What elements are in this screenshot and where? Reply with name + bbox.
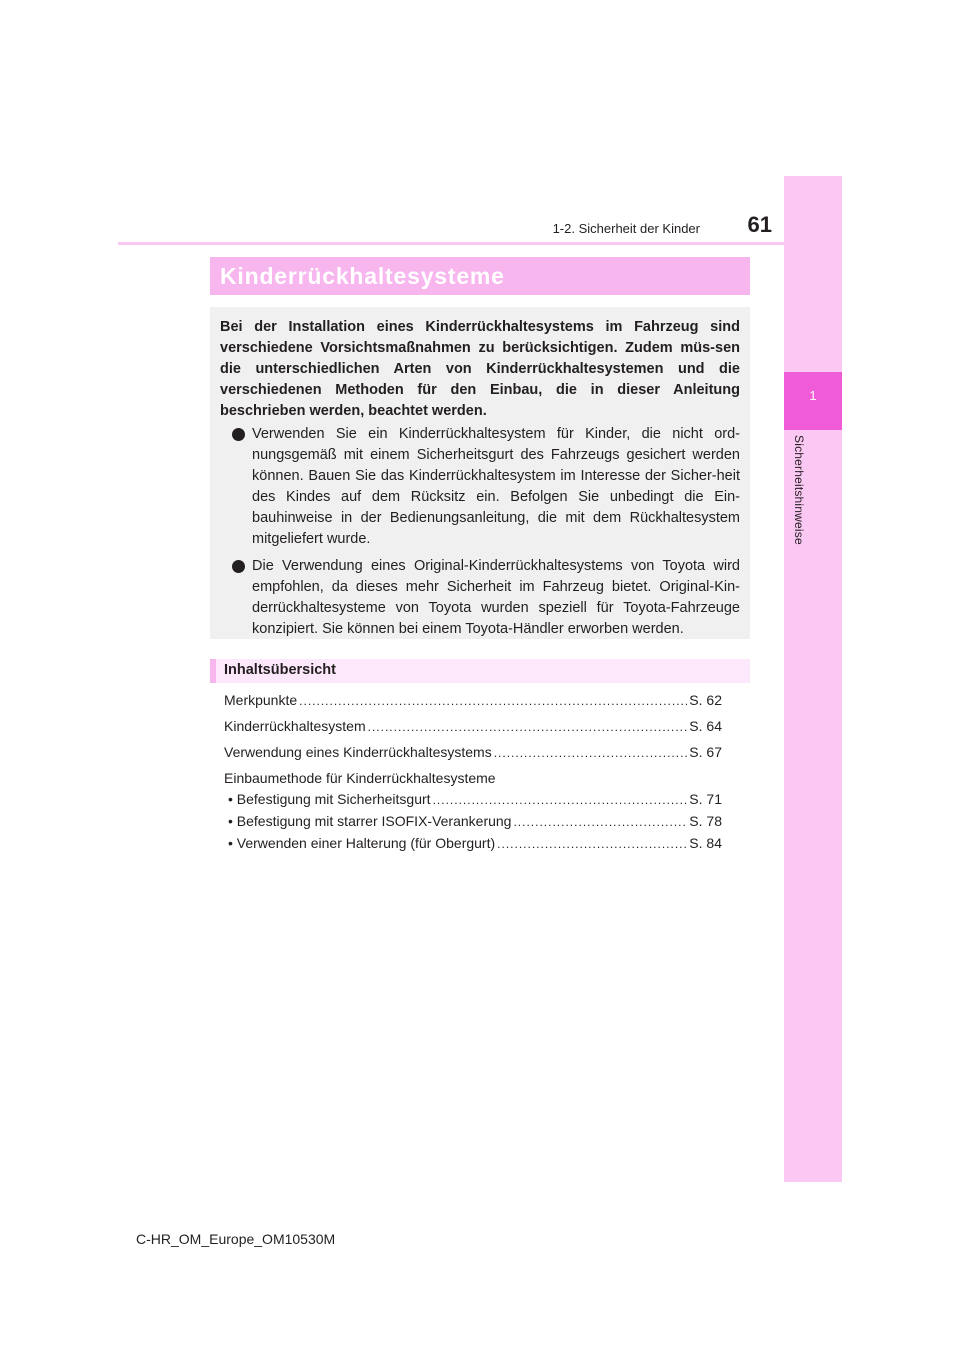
toc-entry-page: S. 62 — [689, 692, 722, 708]
page-number: 61 — [747, 212, 772, 237]
chapter-thumb-tab — [784, 176, 842, 1182]
toc-sub-entry[interactable] — [224, 789, 722, 811]
bullet-dot-icon — [232, 428, 245, 441]
toc-sub-entry[interactable] — [224, 811, 722, 833]
bullet-dot-icon — [232, 560, 245, 573]
table-of-contents — [224, 690, 722, 855]
toc-entry[interactable] — [224, 690, 722, 712]
header-rule — [118, 242, 842, 245]
toc-entry-label: • Befestigung mit starrer ISOFIX-Verankerung — [228, 813, 512, 829]
toc-entry-label: Verwendung eines Kinderrückhaltesystems — [224, 744, 492, 760]
toc-entry-page: S. 71 — [689, 791, 722, 807]
list-item — [220, 556, 740, 640]
toc-entry-label: • Verwenden einer Halterung (für Obergurt) — [228, 835, 496, 851]
intro-box — [210, 307, 750, 639]
chapter-label: Sicherheitshinweise — [792, 435, 806, 545]
toc-entry-page: S. 84 — [689, 835, 722, 851]
toc-leader-dots — [513, 812, 687, 833]
intro-lead-text: Bei der Installation eines Kinderrückhaltesystems im Fahrzeug sind verschiedene Vorsichtsmaßnahmen zu berücksichtigen. Zudem müs-sen die unterschiedlichen Arten von Kinderrückhaltesystemen und die verschiedenen Methoden für den Einbau, die in dieser Anleitung beschrieben werden, beachtet werden. — [220, 319, 740, 419]
toc-entry-page: S. 78 — [689, 813, 722, 829]
section-reference: 1-2. Sicherheit der Kinder — [552, 221, 700, 236]
page-title-banner — [210, 257, 750, 295]
bullet-text: Verwenden Sie ein Kinderrückhaltesystem für Kinder, die nicht ord-nungsgemäß mit einem Sicherheitsgurt des Fahrzeugs gesichert werden können. Bauen Sie das Kinderrückhaltesystem im Interesse der Sicher-heit des Kindes auf dem Rücksitz ein. Befolgen Sie unbedingt die Ein-bauhinweise in der Bedienungsanleitung, die mit dem Rückhaltesystem mitgeliefert wurde. — [252, 426, 740, 547]
toc-entry[interactable] — [224, 742, 722, 764]
toc-group-title: Einbaumethode für Kinderrückhaltesysteme — [224, 770, 496, 786]
toc-leader-dots — [497, 834, 687, 855]
toc-entry[interactable] — [224, 716, 722, 738]
bullet-text: Die Verwendung eines Original-Kinderrückhaltesystems von Toyota wird empfohlen, da dieses mehr Sicherheit im Fahrzeug bietet. Original-Kin-derrückhaltesysteme von Toyota wurden speziell für Toyota-Fahrzeuge konzipiert. Sie können bei einem Toyota-Händler erworben werden. — [252, 558, 740, 637]
toc-entry-label: Kinderrückhaltesystem — [224, 718, 366, 734]
toc-entry-page: S. 64 — [689, 718, 722, 734]
toc-entry-page: S. 67 — [689, 744, 722, 760]
toc-entry-label: Merkpunkte — [224, 692, 298, 708]
list-item — [220, 424, 740, 550]
toc-entry-label: • Befestigung mit Sicherheitsgurt — [228, 791, 431, 807]
contents-heading: Inhaltsübersicht — [210, 659, 750, 683]
toc-sub-entry[interactable] — [224, 833, 722, 855]
toc-leader-dots — [494, 743, 688, 764]
toc-leader-dots — [299, 691, 687, 712]
intro-bullet-list — [220, 424, 740, 640]
page-title: Kinderrückhaltesysteme — [220, 263, 505, 289]
document-code: C-HR_OM_Europe_OM10530M — [136, 1231, 336, 1247]
toc-leader-dots — [433, 790, 688, 811]
chapter-number: 1 — [809, 388, 817, 403]
toc-leader-dots — [368, 717, 688, 738]
